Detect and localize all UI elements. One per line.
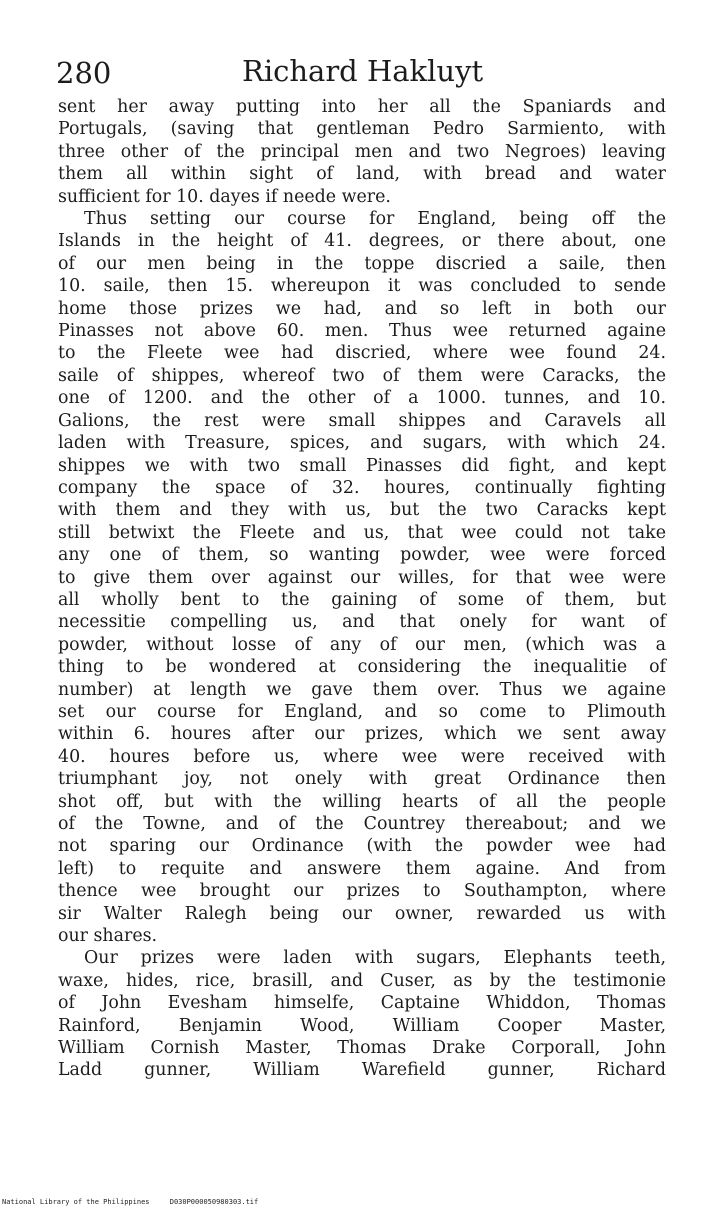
text-line: triumphant joy, not onely with great Ordinance then (58, 769, 666, 790)
text-line: number) at length we gave them over. Thus we againe (58, 679, 666, 700)
text-line: company the space of 32. houres, continually fighting (58, 477, 666, 498)
page-header (56, 52, 666, 96)
footer-file: D030P000050980303.tif (169, 1198, 259, 1206)
paragraph (58, 947, 666, 1081)
text-line: to the Fleete wee had discried, where wee found 24. (58, 343, 666, 364)
text-line: any one of them, so wanting powder, wee were forced (58, 545, 666, 566)
text-line: set our course for England, and so come to Plimouth (58, 701, 666, 722)
text-line: 10. saile, then 15. whereupon it was concluded to sende (58, 276, 666, 297)
text-line: left) to requite and answere them againe. And from (58, 858, 666, 879)
text-line: thence wee brought our prizes to Southampton, where (58, 881, 666, 902)
text-line: powder, without losse of any of our men, (which was a (58, 634, 666, 655)
text-line: thing to be wondered at considering the inequalitie of (58, 657, 666, 678)
text-line: sufficient for 10. dayes if neede were. (58, 186, 391, 207)
footer-library: National Library of the Philippines (2, 1198, 150, 1206)
text-line: to give them over against our willes, for that wee were (58, 567, 666, 588)
text-line: sir Walter Ralegh being our owner, rewarded us with (58, 903, 666, 924)
page-number: 280 (56, 56, 112, 90)
text-line: of John Evesham himselfe, Captaine Whiddon, Thomas (58, 993, 666, 1014)
text-line: three other of the principal men and two Negroes) leaving (58, 141, 666, 162)
text-line: Pinasses not above 60. men. Thus wee returned againe (58, 321, 666, 342)
text-line: them all within sight of land, with bread and water (58, 164, 666, 185)
text-line: Galions, the rest were small shippes and Caravels all (58, 410, 666, 431)
text-line: within 6. houres after our prizes, which we sent away (58, 724, 666, 745)
text-line: laden with Treasure, spices, and sugars, with which 24. (58, 433, 666, 454)
text-line: shot off, but with the willing hearts of all the people (58, 791, 666, 812)
text-line: Islands in the height of 41. degrees, or there about, one (58, 231, 666, 252)
text-line: Ladd gunner, William Warefield gunner, Richard (58, 1060, 666, 1081)
text-line: with them and they with us, but the two Caracks kept (58, 500, 666, 521)
text-line: all wholly bent to the gaining of some of them, but (58, 589, 666, 610)
text-line: Thus setting our course for England, being off the (84, 209, 666, 230)
text-line: Rainford, Benjamin Wood, William Cooper Master, (58, 1015, 666, 1036)
paragraph (58, 96, 666, 208)
body-text (58, 96, 666, 1082)
text-line: one of 1200. and the other of a 1000. tunnes, and 10. (58, 388, 666, 409)
text-line: necessitie compelling us, and that onely for want of (58, 612, 666, 633)
text-line: sent her away putting into her all the Spaniards and (58, 97, 666, 117)
text-line: still betwixt the Fleete and us, that wee could not take (58, 522, 666, 543)
text-line: saile of shippes, whereof two of them were Caracks, the (58, 365, 666, 386)
text-line: not sparing our Ordinance (with the powder wee had (58, 836, 666, 857)
text-line: William Cornish Master, Thomas Drake Corporall, John (58, 1038, 666, 1059)
scan-footer (2, 1196, 402, 1208)
text-line: Portugals, (saving that gentleman Pedro Sarmiento, with (58, 119, 666, 140)
paragraph (58, 208, 666, 947)
text-line: of the Towne, and of the Countrey thereabout; and we (58, 814, 666, 834)
text-line: home those prizes we had, and so left in both our (58, 298, 666, 319)
text-line: our shares. (58, 926, 158, 947)
running-title: Richard Hakluyt (242, 54, 484, 88)
text-line: of our men being in the toppe discried a saile, then (58, 253, 666, 274)
text-line: 40. houres before us, where wee were received with (58, 746, 666, 767)
text-line: shippes we with two small Pinasses did fight, and kept (58, 455, 666, 476)
text-line: Our prizes were laden with sugars, Elephants teeth, (84, 948, 666, 969)
text-line: waxe, hides, rice, brasill, and Cuser, as by the testimonie (58, 970, 666, 991)
